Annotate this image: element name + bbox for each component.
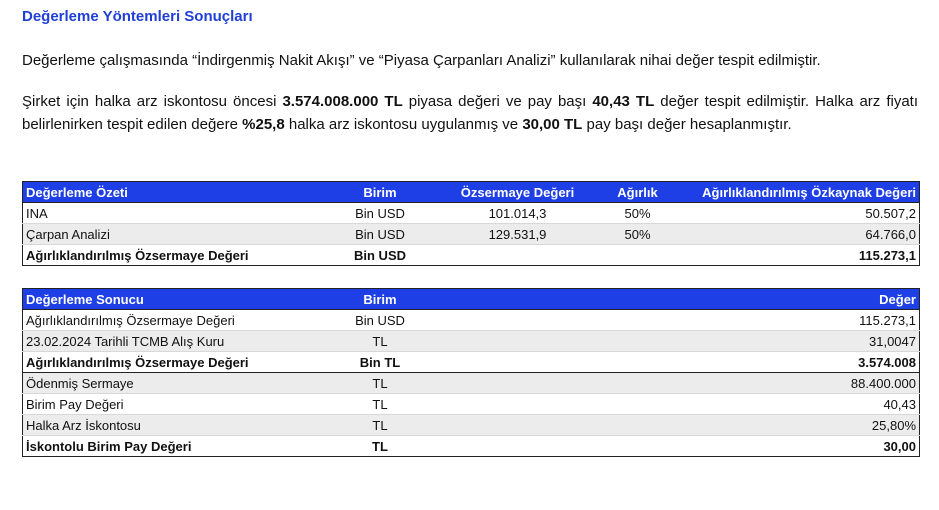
table-cell: Birim Pay Değeri (23, 394, 313, 415)
table-cell: 88.400.000 (448, 373, 920, 394)
table-cell: 50.507,2 (688, 203, 920, 224)
table-cell: 25,80% (448, 415, 920, 436)
column-header: Değerleme Sonucu (23, 289, 313, 310)
table-row (23, 415, 920, 436)
table-cell (588, 245, 688, 266)
table-row (23, 310, 920, 331)
table-cell: 115.273,1 (688, 245, 920, 266)
table-cell: Halka Arz İskontosu (23, 415, 313, 436)
table-cell: 3.574.008 (448, 352, 920, 373)
intro-paragraph: Değerleme çalışmasında “İndirgenmiş Nakit Akışı” ve “Piyasa Çarpanları Analizi” kullanılarak nihai değer tespit edilmiştir. (22, 52, 821, 69)
table-cell: Bin USD (313, 203, 448, 224)
table-cell: TL (313, 415, 448, 436)
table-cell: Ağırlıklandırılmış Özsermaye Değeri (23, 352, 313, 373)
table-cell: Çarpan Analizi (23, 224, 313, 245)
table-cell: TL (313, 394, 448, 415)
table-cell: 50% (588, 224, 688, 245)
table-cell: Ödenmiş Sermaye (23, 373, 313, 394)
table-row (23, 373, 920, 394)
table-cell: 101.014,3 (448, 203, 588, 224)
valuation-summary-table (22, 181, 920, 266)
table-cell: Bin USD (313, 245, 448, 266)
table-header-row (23, 182, 920, 203)
table-cell: Bin USD (313, 224, 448, 245)
table-cell: 50% (588, 203, 688, 224)
table-cell: 23.02.2024 Tarihli TCMB Alış Kuru (23, 331, 313, 352)
column-header: Birim (313, 289, 448, 310)
table-cell: TL (313, 373, 448, 394)
table-header-row (23, 289, 920, 310)
table-cell: Bin USD (313, 310, 448, 331)
table-cell: TL (313, 331, 448, 352)
section-heading: Değerleme Yöntemleri Sonuçları (22, 8, 253, 25)
table-cell: 115.273,1 (448, 310, 920, 331)
table-total-row (23, 245, 920, 266)
column-header: Ağırlık (588, 182, 688, 203)
table-cell: 129.531,9 (448, 224, 588, 245)
table-cell (448, 245, 588, 266)
table-total-row (23, 436, 920, 457)
table-cell: Bin TL (313, 352, 448, 373)
table-cell: 31,0047 (448, 331, 920, 352)
table-row (23, 203, 920, 224)
table-row (23, 331, 920, 352)
summary-paragraph: Şirket için halka arz iskontosu öncesi 3.574.008.000 TL piyasa değeri ve pay başı 40,43 TL değer tespit edilmiştir. Halka arz fiyatı belirlenirken tespit edilen değere %25,8 halka arz iskontosu uygulanmış ve 30,00 TL pay başı değer hesaplanmıştır. (22, 93, 918, 133)
valuation-result-table (22, 288, 920, 457)
table-row (23, 394, 920, 415)
table-cell: Ağırlıklandırılmış Özsermaye Değeri (23, 310, 313, 331)
table-cell: 40,43 (448, 394, 920, 415)
column-header: Ağırlıklandırılmış Özkaynak Değeri (688, 182, 920, 203)
table-row (23, 224, 920, 245)
table-cell: TL (313, 436, 448, 457)
column-header: Birim (313, 182, 448, 203)
column-header: Özsermaye Değeri (448, 182, 588, 203)
table-cell: İskontolu Birim Pay Değeri (23, 436, 313, 457)
table-cell: 30,00 (448, 436, 920, 457)
table-subtotal-row (23, 352, 920, 373)
column-header: Değer (448, 289, 920, 310)
table-cell: 64.766,0 (688, 224, 920, 245)
column-header: Değerleme Özeti (23, 182, 313, 203)
table-cell: Ağırlıklandırılmış Özsermaye Değeri (23, 245, 313, 266)
table-cell: INA (23, 203, 313, 224)
